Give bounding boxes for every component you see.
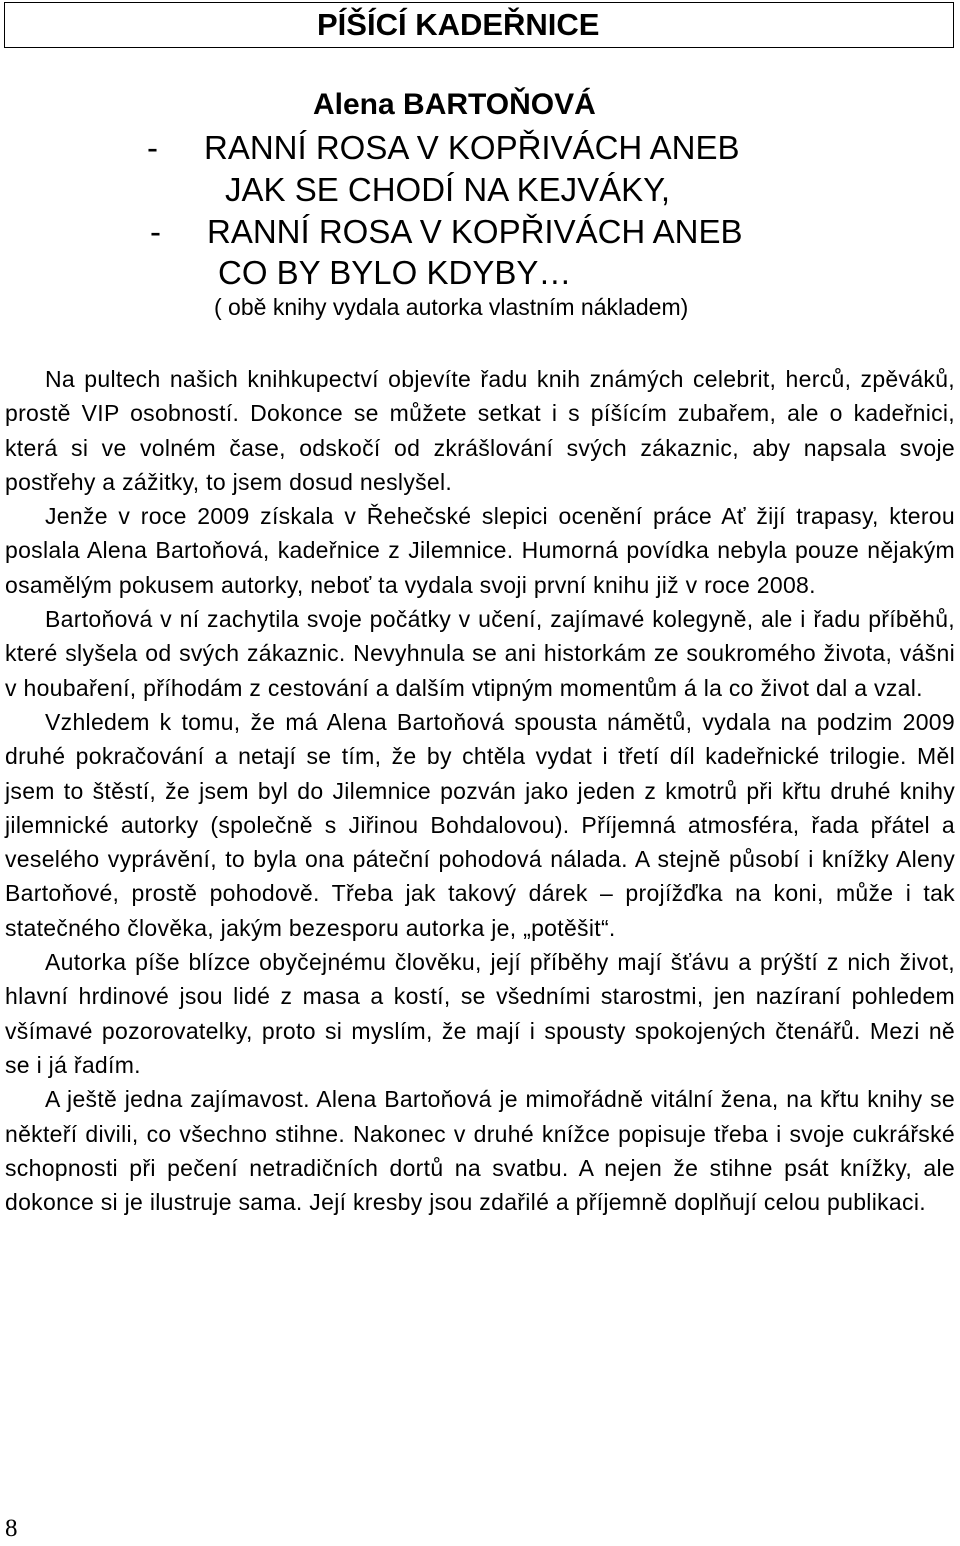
- paragraph: Bartoňová v ní zachytila svoje počátky v učení, zajímavé kolegyně, ale i řadu příběhů, které slyšela od svých zákaznic. Nevyhnula se ani historkám ze soukromého života, vášni v houbaření, příhodám z cestování a dalším vtipným momentům á la co život dal a vzal.: [5, 606, 955, 701]
- book2-title-line1: [150, 212, 742, 252]
- book1-title-line2: JAK SE CHODÍ NA KEJVÁKY,: [225, 171, 671, 208]
- paragraph: Jenže v roce 2009 získala v Řehečské slepici ocenění práce Ať žijí trapasy, kterou poslala Alena Bartoňová, kadeřnice z Jilemnice. Humorná povídka nebyla pouze nějakým osamělým pokusem autorky, neboť ta vydala svoji první knihu již v roce 2008.: [5, 503, 955, 598]
- book1-dash: -: [147, 129, 158, 166]
- publication-note: ( obě knihy vydala autorka vlastním nákladem): [214, 294, 689, 320]
- paragraph: Na pultech našich knihkupectví objevíte řadu knih známých celebrit, herců, zpěváků, prostě VIP osobností. Dokonce se můžete setkat i s píšícím zubařem, ale o kadeřnici, která si ve volném čase, odskočí od zkrášlování svých zákaznic, aby napsala svoje postřehy a zážitky, to jsem dosud neslyšel.: [5, 366, 955, 495]
- page-title: PÍŠÍCÍ KADEŘNICE: [317, 7, 600, 42]
- paragraph: A ještě jedna zajímavost. Alena Bartoňová je mimořádně vitální žena, na křtu knihy se někteří divili, co všechno stihne. Nakonec v druhé knížce popisuje třeba i svoje cukrářské schopnosti při pečení netradičních dortů na svatbu. A nejen že stihne psát knížky, ale dokonce si je ilustruje sama. Její kresby jsou zdařilé a příjemně doplňují celou publikaci.: [5, 1086, 955, 1216]
- book1-title-text1: RANNÍ ROSA V KOPŘIVÁCH ANEB: [204, 129, 740, 166]
- book2-title-line2: CO BY BYLO KDYBY…: [218, 254, 572, 291]
- book1-title-line1: [147, 128, 739, 168]
- paragraph: Autorka píše blízce obyčejnému člověku, její příběhy mají šťávu a prýští z nich život, hlavní hrdinové jsou lidé z masa a kostí, se všedními starostmi, jen nazíraní pohledem všímavé pozorovatelky, proto si myslím, že mají i spousty spokojených čtenářů. Mezi ně se i já řadím.: [5, 949, 955, 1078]
- book2-dash: -: [150, 213, 161, 250]
- book-author: Alena BARTOŇOVÁ: [313, 88, 596, 121]
- title-box: [4, 2, 954, 48]
- paragraph: Vzhledem k tomu, že má Alena Bartoňová spousta námětů, vydala na podzim 2009 druhé pokračování a netají se tím, že by chtěla vydat i třetí díl kadeřnické trilogie. Měl jsem to štěstí, že jsem byl do Jilemnice pozván jako jeden z kmotrů při křtu druhé knihy jilemnické autorky (společně s Jiřinou Bohdalovou). Příjemná atmosféra, řada přátel a veselého vyprávění, to byla ona páteční pohodová nálada. A stejně působí i knížky Aleny Bartoňové, prostě pohodově. Třeba jak takový dárek – projížďka na koni, může i tak statečného člověka, jakým bezesporu autorka je, „potěšit“.: [5, 708, 955, 941]
- book2-title-text1: RANNÍ ROSA V KOPŘIVÁCH ANEB: [207, 213, 743, 250]
- article-body: [5, 362, 955, 1219]
- page-number: 8: [5, 1515, 18, 1542]
